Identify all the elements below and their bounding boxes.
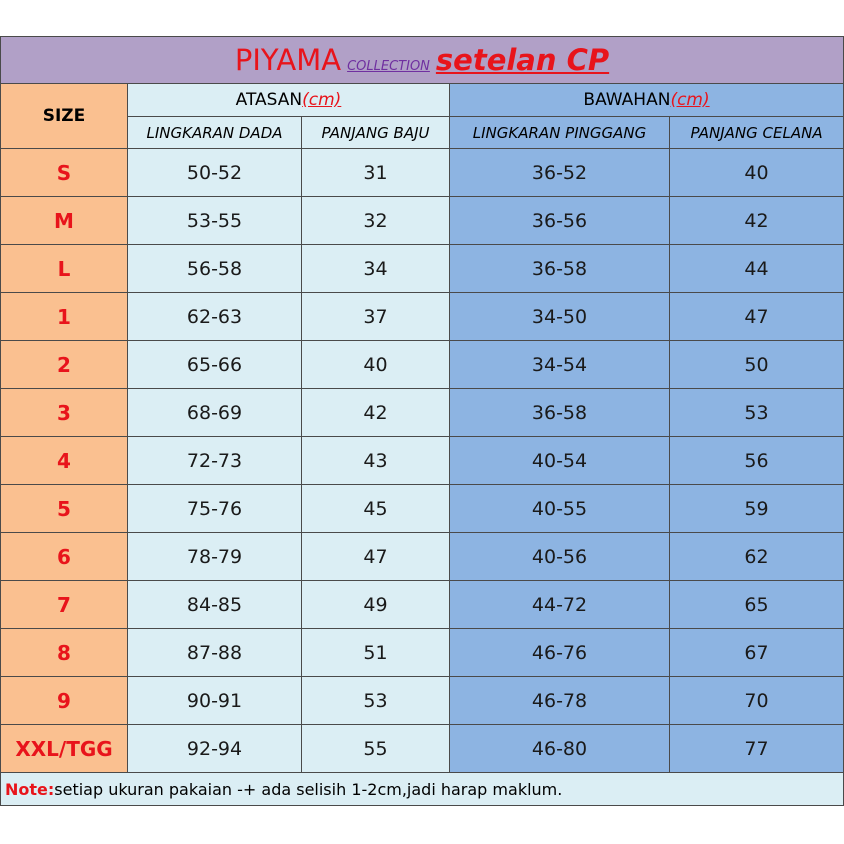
table-row: [1, 293, 844, 341]
top-length-cell: 37: [302, 293, 450, 341]
chest-cell: 84-85: [128, 581, 302, 629]
chest-cell: 75-76: [128, 485, 302, 533]
pants-length-cell: 44: [670, 245, 844, 293]
pants-length-cell: 62: [670, 533, 844, 581]
size-cell: S: [1, 149, 128, 197]
size-cell: L: [1, 245, 128, 293]
table-row: [1, 629, 844, 677]
top-length-cell: 51: [302, 629, 450, 677]
bottom-group-label: BAWAHAN: [583, 90, 671, 110]
pants-length-cell: 59: [670, 485, 844, 533]
top-length-cell: 49: [302, 581, 450, 629]
waist-cell: 46-76: [450, 629, 670, 677]
size-cell: 9: [1, 677, 128, 725]
table-row: [1, 149, 844, 197]
group-header-row: [1, 84, 844, 117]
waist-cell: 44-72: [450, 581, 670, 629]
chest-cell: 90-91: [128, 677, 302, 725]
top-length-cell: 55: [302, 725, 450, 773]
column-header-row: [1, 117, 844, 149]
size-chart: [0, 36, 843, 806]
chest-cell: 50-52: [128, 149, 302, 197]
size-cell: 6: [1, 533, 128, 581]
chest-cell: 92-94: [128, 725, 302, 773]
size-header: SIZE: [1, 84, 128, 149]
note-cell: [1, 773, 844, 806]
pants-length-cell: 50: [670, 341, 844, 389]
title-row: [1, 37, 844, 84]
top-group-label: ATASAN: [235, 90, 303, 110]
top-group-header: [128, 84, 450, 117]
pants-length-cell: 65: [670, 581, 844, 629]
top-group-unit: (cm): [302, 90, 342, 110]
table-row: [1, 533, 844, 581]
table-row: [1, 581, 844, 629]
top-length-cell: 34: [302, 245, 450, 293]
title-main: PIYAMA: [234, 43, 342, 77]
title-sub: COLLECTION: [347, 59, 430, 74]
size-cell: M: [1, 197, 128, 245]
waist-cell: 46-80: [450, 725, 670, 773]
col-header-top-length: PANJANG BAJU: [302, 117, 450, 149]
pants-length-cell: 53: [670, 389, 844, 437]
chest-cell: 87-88: [128, 629, 302, 677]
waist-cell: 36-58: [450, 245, 670, 293]
size-cell: 3: [1, 389, 128, 437]
top-length-cell: 40: [302, 341, 450, 389]
chest-cell: 53-55: [128, 197, 302, 245]
top-length-cell: 47: [302, 533, 450, 581]
waist-cell: 36-58: [450, 389, 670, 437]
top-length-cell: 32: [302, 197, 450, 245]
pants-length-cell: 40: [670, 149, 844, 197]
size-cell: 7: [1, 581, 128, 629]
table-row: [1, 485, 844, 533]
waist-cell: 34-54: [450, 341, 670, 389]
title-emphasis: setelan CP: [435, 43, 610, 77]
pants-length-cell: 67: [670, 629, 844, 677]
chest-cell: 68-69: [128, 389, 302, 437]
table-row: [1, 677, 844, 725]
pants-length-cell: 70: [670, 677, 844, 725]
top-length-cell: 53: [302, 677, 450, 725]
table-row: [1, 437, 844, 485]
pants-length-cell: 56: [670, 437, 844, 485]
pants-length-cell: 42: [670, 197, 844, 245]
table-row: [1, 389, 844, 437]
size-cell: 2: [1, 341, 128, 389]
col-header-pants-length: PANJANG CELANA: [670, 117, 844, 149]
col-header-chest: LINGKARAN DADA: [128, 117, 302, 149]
table-row: [1, 341, 844, 389]
top-length-cell: 45: [302, 485, 450, 533]
waist-cell: 34-50: [450, 293, 670, 341]
size-cell: 8: [1, 629, 128, 677]
col-header-waist: LINGKARAN PINGGANG: [450, 117, 670, 149]
size-cell: 1: [1, 293, 128, 341]
size-cell: 5: [1, 485, 128, 533]
table-row: [1, 245, 844, 293]
pants-length-cell: 47: [670, 293, 844, 341]
top-length-cell: 42: [302, 389, 450, 437]
bottom-group-header: [450, 84, 844, 117]
chest-cell: 62-63: [128, 293, 302, 341]
waist-cell: 40-54: [450, 437, 670, 485]
table-row: [1, 197, 844, 245]
chart-title: [1, 37, 844, 84]
top-length-cell: 31: [302, 149, 450, 197]
waist-cell: 46-78: [450, 677, 670, 725]
top-length-cell: 43: [302, 437, 450, 485]
chest-cell: 56-58: [128, 245, 302, 293]
note-label: Note:: [5, 779, 55, 799]
pants-length-cell: 77: [670, 725, 844, 773]
chest-cell: 65-66: [128, 341, 302, 389]
size-cell: XXL/TGG: [1, 725, 128, 773]
note-text: setiap ukuran pakaian -+ ada selisih 1-2cm,jadi harap maklum.: [54, 779, 563, 799]
waist-cell: 36-52: [450, 149, 670, 197]
table-row: [1, 725, 844, 773]
size-cell: 4: [1, 437, 128, 485]
bottom-group-unit: (cm): [670, 90, 710, 110]
size-table: [0, 36, 844, 806]
waist-cell: 40-56: [450, 533, 670, 581]
waist-cell: 40-55: [450, 485, 670, 533]
waist-cell: 36-56: [450, 197, 670, 245]
chest-cell: 78-79: [128, 533, 302, 581]
note-row: [1, 773, 844, 806]
chest-cell: 72-73: [128, 437, 302, 485]
